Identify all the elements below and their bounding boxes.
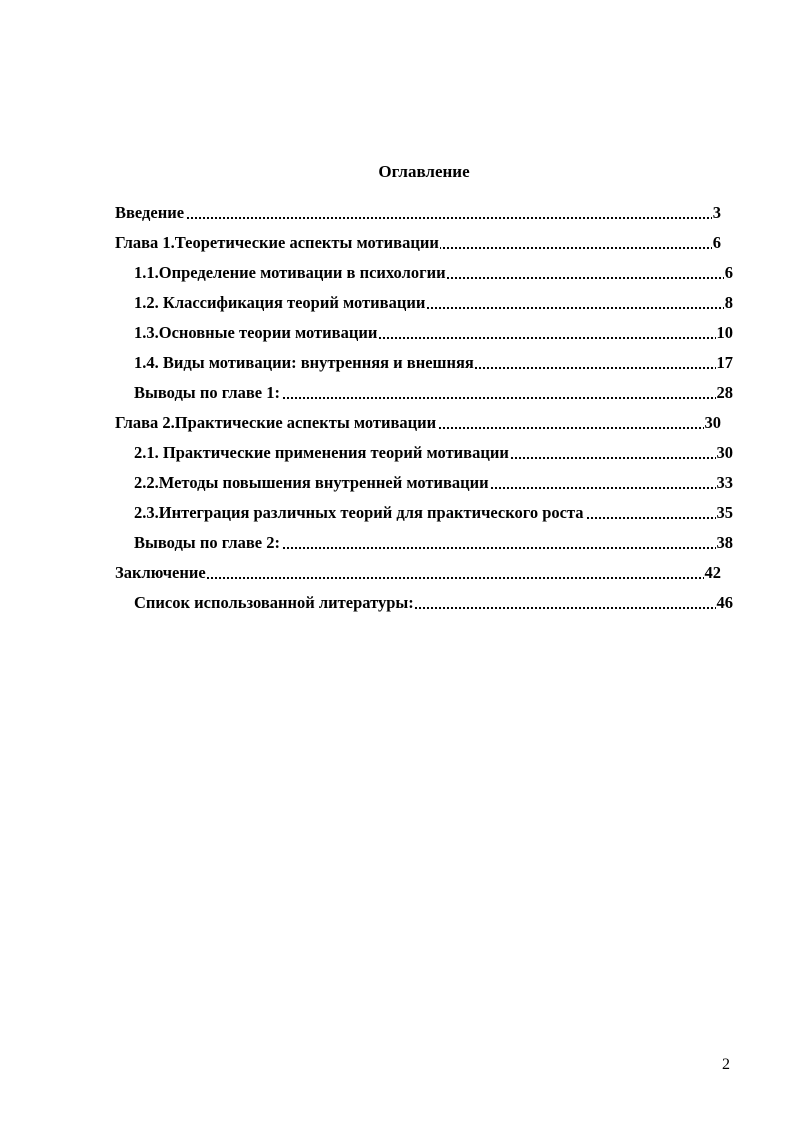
toc-entry [134,532,733,554]
toc-entry [115,232,721,254]
toc-entry-label: Глава 2.Практические аспекты мотивации [115,413,437,432]
toc-entry [134,472,733,494]
toc-entry-page: 30 [716,443,733,462]
toc-entry-page: 17 [716,353,733,372]
toc-entry-label: Список использованной литературы: [134,593,414,612]
toc-entry [115,202,721,224]
toc-entry-label: 2.3.Интеграция различных теорий для практического роста [134,503,584,522]
toc-entry-page: 33 [716,473,733,492]
toc-entry-page: 6 [712,233,721,252]
toc-entry [134,382,733,404]
toc-entry-label: 1.3.Основные теории мотивации [134,323,378,342]
toc-entry [115,412,721,434]
toc-entry-page: 38 [716,533,733,552]
toc-entry-page: 8 [724,293,733,312]
toc-entry-page: 42 [704,563,721,582]
toc-entry [134,322,733,344]
toc-entry-page: 46 [716,593,733,612]
toc-entry-label: 1.1.Определение мотивации в психологии [134,263,446,282]
toc-entry-page: 3 [712,203,721,222]
toc-entry [134,502,733,524]
toc-entry [134,352,733,374]
toc-entry-page: 10 [716,323,733,342]
toc-entry-label: 2.1. Практические применения теорий мотивации [134,443,509,462]
toc-entry-label: 1.4. Виды мотивации: внутренняя и внешняя [134,353,474,372]
toc-entry-label: 2.2.Методы повышения внутренней мотивации [134,473,489,492]
toc-entry [134,262,733,284]
toc-entry-page: 6 [724,263,733,282]
page-number: 2 [722,1056,730,1073]
toc-entry [115,562,721,584]
toc-entry-label: Заключение [115,563,206,582]
toc-entry-label: 1.2. Классификация теорий мотивации [134,293,426,312]
toc-entry-page: 35 [716,503,733,522]
toc-entry-page: 28 [716,383,733,402]
toc-entry-label: Выводы по главе 2: [134,533,280,552]
toc-entry-label: Глава 1.Теоретические аспекты мотивации [115,233,439,252]
toc-entry [134,442,733,464]
toc-entry-label: Выводы по главе 1: [134,383,280,402]
toc-title: Оглавление [378,162,470,181]
toc-entry-label: Введение [115,203,185,222]
toc-entry [134,292,733,314]
toc-entry [134,592,733,614]
toc-entry-page: 30 [704,413,721,432]
dot-leader [115,217,721,219]
